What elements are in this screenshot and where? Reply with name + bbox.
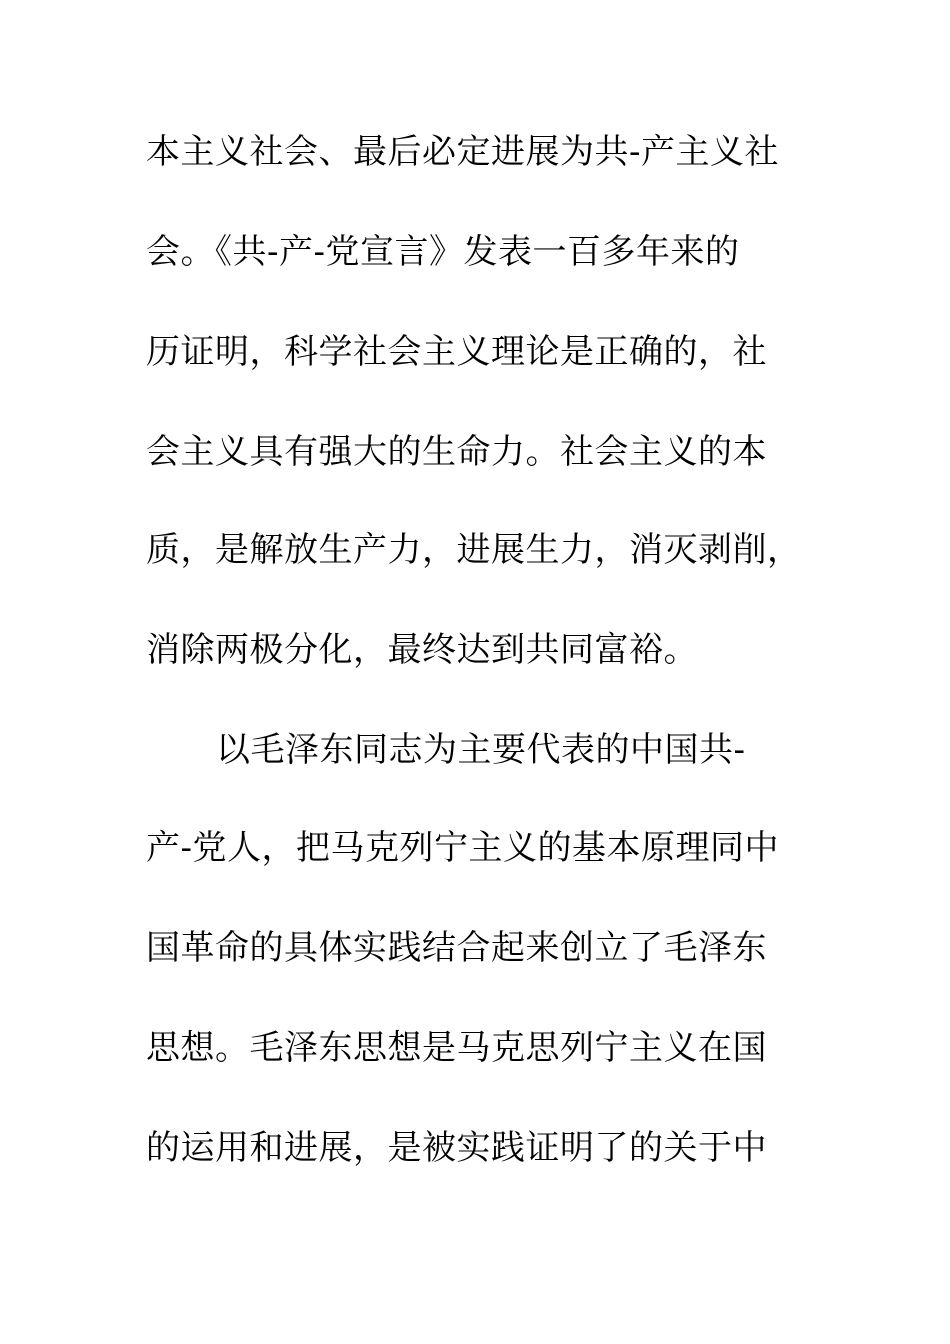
text-line-9: 国革命的具体实践结合起来创立了毛泽东: [146, 928, 767, 968]
text-line-8: 产-党人，把马克列宁主义的基本原理同中: [146, 828, 779, 868]
text-line-7: 以毛泽东同志为主要代表的中国共-: [216, 730, 746, 770]
text-line-3: 历证明，科学社会主义理论是正确的，社: [146, 332, 767, 372]
text-line-2: 会。《共-产-党宣言》发表一百多年来的: [146, 232, 740, 272]
text-line-4: 会主义具有强大的生命力。社会主义的本: [146, 432, 767, 472]
text-line-5: 质，是解放生产力，进展生力，消灭剥削，: [146, 530, 802, 570]
text-line-6: 消除两极分化，最终达到共同富裕。: [146, 630, 698, 670]
text-line-1: 本主义社会、最后必定进展为共-产主义社: [146, 132, 779, 172]
text-line-11: 的运用和进展，是被实践证明了的关于中: [146, 1128, 767, 1168]
text-line-10: 思想。毛泽东思想是马克思列宁主义在国: [146, 1028, 767, 1068]
